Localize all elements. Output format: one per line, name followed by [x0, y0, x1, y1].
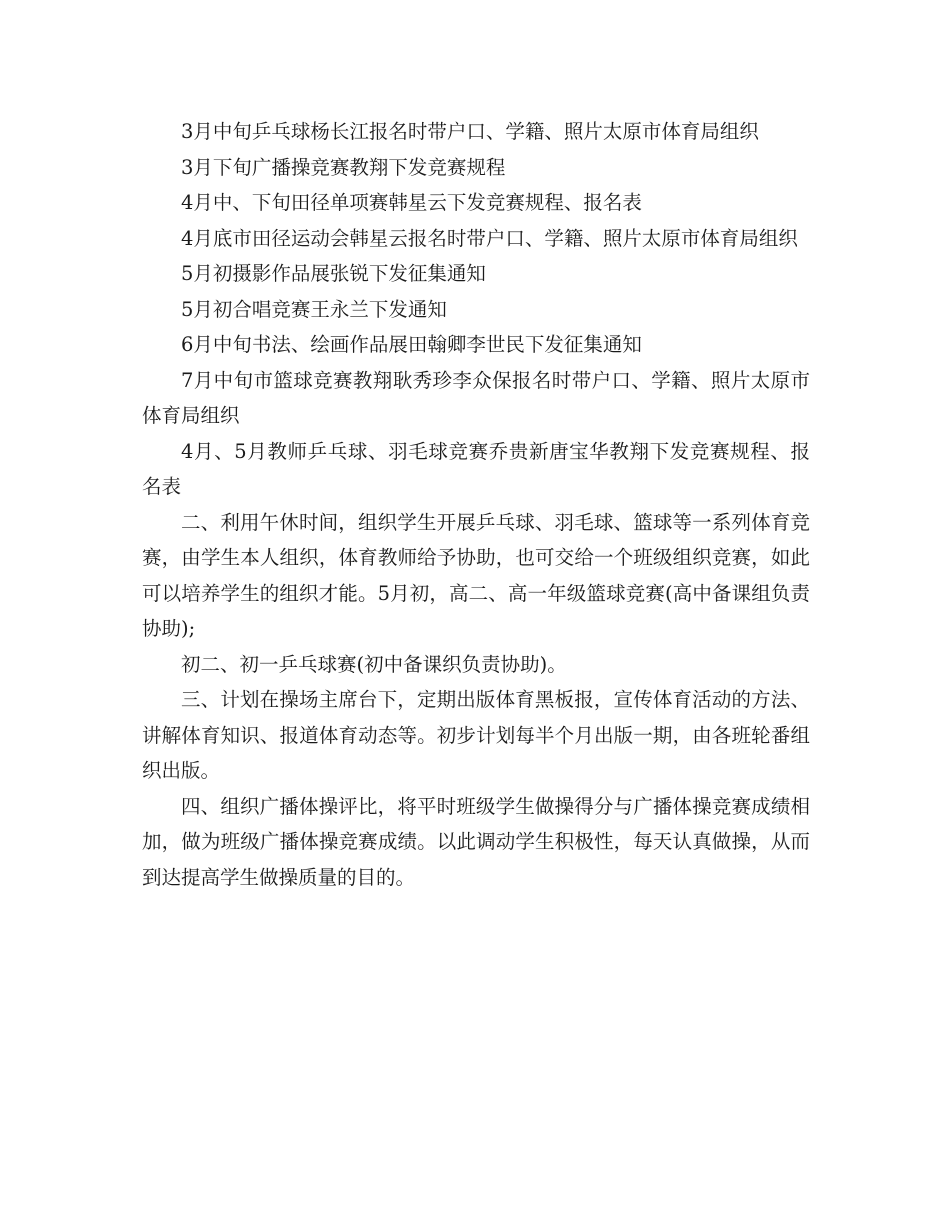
paragraph-6: 5月初合唱竞赛王永兰下发通知: [181, 297, 447, 321]
paragraph-8: 7月中旬市篮球竞赛教翔耿秀珍李众保报名时带户口、学籍、照片太原市体育局组织: [142, 368, 810, 427]
paragraph-11: 初二、初一乒乓球赛(初中备课织负责协助)。: [181, 652, 567, 676]
paragraph-2: 3月下旬广播操竞赛教翔下发竞赛规程: [181, 155, 506, 179]
paragraph-10: 二、利用午休时间，组织学生开展乒乓球、羽毛球、篮球等一系列体育竞赛，由学生本人组织，体育教师给予协助，也可交给一个班级组织竞赛，如此可以培养学生的组织才能。5月初，高二、高一年级篮球竞赛(高中备课组负责协助);: [142, 510, 810, 640]
paragraph-7: 6月中旬书法、绘画作品展田翰卿李世民下发征集通知: [181, 333, 642, 356]
paragraph-5: 5月初摄影作品展张锐下发征集通知: [181, 262, 486, 285]
document-body: [142, 114, 810, 895]
paragraph-4: 4月底市田径运动会韩星云报名时带户口、学籍、照片太原市体育局组织: [181, 226, 798, 250]
paragraph-13: 四、组织广播体操评比，将平时班级学生做操得分与广播体操竞赛成绩相加，做为班级广播体操竞赛成绩。以此调动学生积极性，每天认真做操，从而到达提高学生做操质量的目的。: [142, 794, 810, 889]
paragraph-9: 4月、5月教师乒乓球、羽毛球竞赛乔贵新唐宝华教翔下发竞赛规程、报名表: [142, 439, 810, 498]
paragraph-1: 3月中旬乒乓球杨长江报名时带户口、学籍、照片太原市体育局组织: [181, 120, 759, 143]
paragraph-3: 4月中、下旬田径单项赛韩星云下发竞赛规程、报名表: [181, 191, 642, 214]
paragraph-12: 三、计划在操场主席台下，定期出版体育黑板报，宣传体育活动的方法、讲解体育知识、报道体育动态等。初步计划每半个月出版一期，由各班轮番组织出版。: [142, 688, 810, 782]
